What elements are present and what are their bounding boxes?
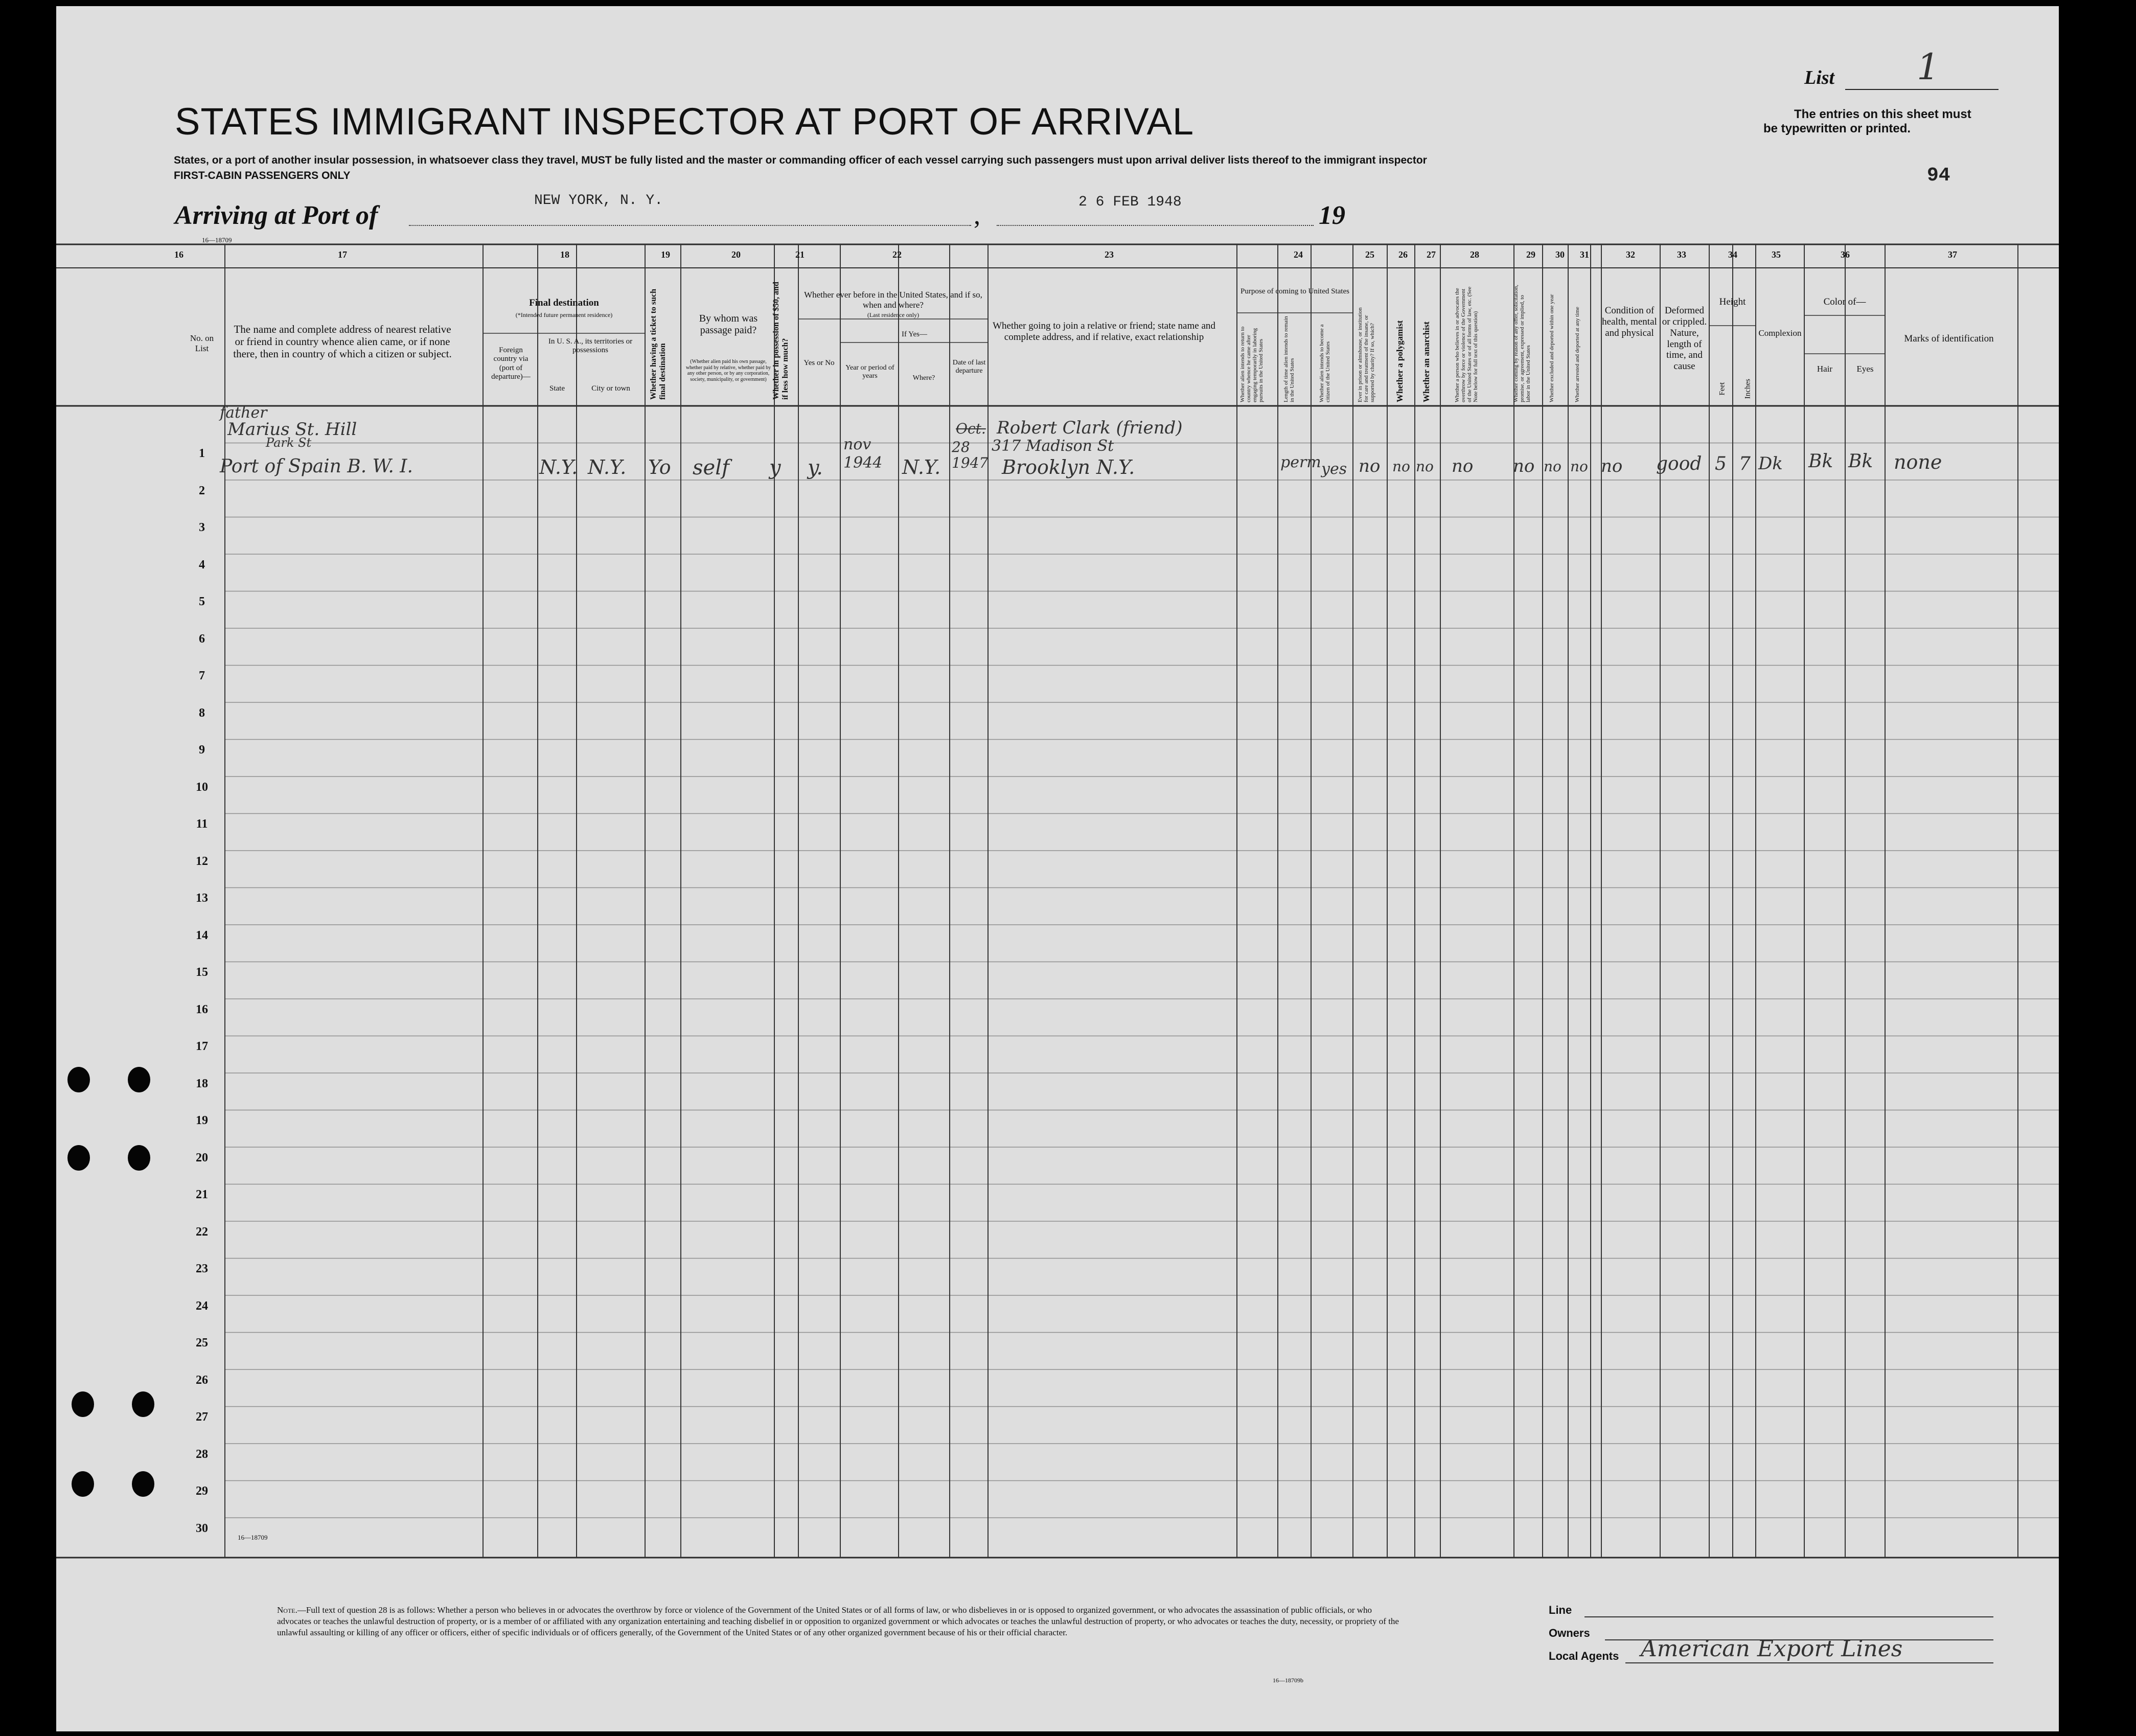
entry-q31: no [1570,458,1588,475]
note-code: 16—18709b [1273,1677,1303,1684]
row-number: 29 [196,1484,208,1498]
punch-hole [72,1471,94,1497]
arriving-label: Arriving at Port of [175,201,378,230]
entry-purpose: perm [1280,453,1321,471]
header-purpose-return: Whether alien intends to return to country whence he came after engaging temporarily in laboring pursuits in the United States [1239,326,1265,402]
entry-period: nov 1944 [843,436,883,472]
header-purpose: Purpose of coming to United States [1241,287,1349,295]
row-number: 4 [199,558,205,572]
table-grid [56,6,2059,1731]
header-ever-before-sub: (Last residence only) [867,311,920,318]
row-number: 10 [196,780,208,794]
year-prefix: 19 [1319,201,1345,230]
date-stamp: 2 6 FEB 1948 [1078,194,1182,210]
entry-state: N.Y. [539,456,578,478]
entry-relative-line4: Port of Spain B. W. I. [220,456,413,477]
header-ticket: Whether having a ticket to such final destination [649,288,667,400]
entry-money: y [769,456,781,479]
entry-eyes: Bk [1848,451,1873,472]
list-number: 1 [1917,46,1940,88]
colnum-23: 23 [1105,249,1114,260]
colnum-20: 20 [731,249,741,260]
entry-anarchist: no [1416,458,1434,475]
colnum-37: 37 [1948,249,1957,260]
row-number: 18 [196,1077,208,1090]
entry-departure-struck: Oct. [956,420,986,437]
owners-label: Owners [1549,1627,1590,1639]
header-final-destination-sub: (*Intended future permanent residence) [515,311,613,318]
punch-hole [132,1391,154,1417]
colnum-16: 16 [174,249,183,260]
typed-instruction-2: be typewritten or printed. [1763,122,1911,135]
header-purpose-length: Length of time alien intends to remain in the United States [1283,316,1296,402]
header-by-whom-sub: (Whether alien paid his own passage, whether paid by relative, whether paid by any other person, or by any corporation, society, municipality, or government) [685,359,771,382]
header-prison: Ever in prison or almshouse, or institution for care and treatment of the insane, or supported by charity? If so, which? [1357,307,1376,402]
colnum-17: 17 [338,249,347,260]
colnum-27: 27 [1427,249,1436,260]
colnum-31: 31 [1580,249,1589,260]
entry-polygamist: no [1392,458,1410,475]
colnum-22: 22 [892,249,902,260]
row-number: 3 [199,521,205,534]
note-label: Note. [277,1605,297,1615]
colnum-36: 36 [1841,249,1850,260]
row-number: 11 [196,817,208,831]
row-number: 13 [196,892,208,905]
row-number: 7 [199,669,205,682]
header-q31: Whether arrested and deported at any time [1574,307,1580,402]
header-deformed: Deformed or crippled. Nature, length of time, and cause [1662,305,1707,372]
row-number: 6 [199,632,205,646]
header-feet: Feet [1718,382,1727,396]
header-joining-relative: Whether going to join a relative or friend; state name and complete address, and if relative, exact relationship [993,321,1215,342]
header-relative-address: The name and complete address of nearest relative or friend in country whence alien came, or if none there, then in country of which a citizen or subject. [233,323,452,360]
entry-prison: no [1359,456,1381,476]
page-title: STATES IMMIGRANT INSPECTOR AT PORT OF ARRIVAL [175,100,1195,143]
row-number: 8 [199,706,205,720]
header-date-departure: Date of last departure [952,359,986,375]
row-number: 27 [196,1410,208,1424]
row-number: 22 [196,1225,208,1239]
header-by-whom: By whom was passage paid? [699,313,758,336]
colnum-18: 18 [560,249,569,260]
entry-hair: Bk [1808,451,1833,472]
entry-paid-by: self [693,456,729,479]
header-eyes: Eyes [1856,364,1874,374]
header-hair: Hair [1817,364,1833,374]
row-number: 21 [196,1188,208,1201]
row-number: 12 [196,854,208,868]
header-ever-before: Whether ever before in the United States, and if so, when and where? [804,290,982,310]
row-number: 19 [196,1114,208,1127]
entry-departure: 28 1947 [952,439,989,471]
agents-underline [1625,1662,1993,1663]
entry-q29: no [1513,456,1535,476]
header-city: City or town [591,384,630,393]
header-year-period: Year or period of years [845,364,894,380]
entry-complexion: Dk [1758,453,1783,474]
entry-q30: no [1544,458,1561,475]
row-number: 1 [199,447,205,460]
entry-inches: 7 [1739,453,1751,474]
typed-instruction-1: The entries on this sheet must [1794,107,1971,121]
entry-relative-line2: Marius St. Hill [227,419,357,440]
punch-hole [67,1145,90,1171]
row-number: 15 [196,966,208,979]
header-q29: Whether coming by reason of any offer, solicitation, promise, or agreement, expressed or implied, to labor in the United States [1513,285,1532,402]
port-value: NEW YORK, N. Y. [534,193,663,209]
row-number: 28 [196,1447,208,1461]
row-number: 5 [199,595,205,608]
entry-deformed: good [1656,453,1702,474]
entry-joining-line3: Brooklyn N.Y. [1002,456,1135,478]
colnum-19: 19 [661,249,670,260]
header-purpose-citizen: Whether alien intends to become a citizen of the United States [1319,324,1331,402]
colnum-26: 26 [1398,249,1408,260]
header-height: Height [1719,296,1746,307]
line-underline [1584,1616,1993,1617]
row-number: 20 [196,1151,208,1164]
comma: , [974,201,980,230]
colnum-25: 25 [1365,249,1374,260]
entry-city: N.Y. [588,456,627,478]
header-complexion: Complexion [1758,328,1802,338]
manifest-sheet [56,6,2059,1731]
subtitle-line1: States, or a port of another insular possession, in whatsoever class they travel, MUST be fully listed and the master or commanding officer of each vessel carrying such passengers must upon arrival deliver lists thereof to the immigrant inspector [174,154,1427,166]
form-code-top: 16—18709 [202,236,232,244]
list-label: List [1804,67,1835,88]
header-color-of: Color of— [1823,296,1866,307]
subtitle-line2: FIRST-CABIN PASSENGERS ONLY [174,170,351,181]
agents-label: Local Agents [1549,1650,1619,1662]
entry-joining-line1: Robert Clark (friend) [997,418,1183,438]
colnum-24: 24 [1294,249,1303,260]
entry-q28: no [1452,456,1474,476]
header-if-yes: If Yes— [901,330,927,338]
header-polygamist: Whether a polygamist [1395,320,1405,402]
header-where: Where? [912,374,935,382]
row-number: 25 [196,1336,208,1350]
entry-health: no [1601,456,1623,476]
row-number: 30 [196,1521,208,1535]
entry-marks: none [1894,451,1942,473]
agents-value: American Export Lines [1641,1636,1903,1662]
colnum-34: 34 [1728,249,1737,260]
punch-hole [67,1067,90,1092]
row-number: 26 [196,1373,208,1387]
entry-relative-line1: father [220,404,267,422]
entry-where: N.Y. [902,456,941,478]
header-foreign-country: Foreign country via (port of departure)— [491,346,531,381]
entry-citizen: yes [1321,460,1347,478]
row-number: 23 [196,1262,208,1275]
row-number: 17 [196,1040,208,1053]
header-fifty-dollars: Whether in possession of $50, and if less how much? [772,282,790,400]
punch-hole [132,1471,154,1497]
header-q30: Whether excluded and deported within one year [1549,294,1555,402]
row-number: 14 [196,928,208,942]
row-number: 9 [199,743,205,757]
entry-before: y. [808,456,823,479]
note-text: —Full text of question 28 is as follows: Whether a person who believes in or advocates the overthrow by force or violence of the Government of the United States or of all forms of law, or who disbelieves in or is opposed to organized government, or who advocates the assassination of public officials, or who advocates or teaches the unlawful destruction of property, or is a member of or affiliated with any organization entertaining and teaching disbelief in or opposition to organized government or which advocates or teaches the unlawful destruction of property, or who advocates or teaches the duty, necessity, or propriety of the unlawful assaulting or killing of any officer or officers, either of specific individuals or of officers generally, of the Government of the United States or of any other organized government because of his or their official character. [277,1605,1399,1637]
colnum-29: 29 [1526,249,1535,260]
header-anarchist: Whether an anarchist [1421,321,1431,402]
entry-joining-line2: 317 Madison St [992,437,1114,455]
entry-feet: 5 [1715,453,1727,474]
row-number: 24 [196,1299,208,1313]
header-state: State [549,384,565,393]
colnum-30: 30 [1555,249,1565,260]
page-number: 94 [1927,165,1950,187]
footer-note [277,1605,1402,1638]
colnum-35: 35 [1772,249,1781,260]
colnum-32: 32 [1626,249,1635,260]
header-yes-no: Yes or No [803,359,835,367]
header-no-on-list: No. on List [190,333,214,353]
punch-hole [72,1391,94,1417]
header-marks: Marks of identification [1904,333,1994,344]
header-in-usa: In U. S. A., its territories or possessions [548,337,633,355]
colnum-21: 21 [795,249,805,260]
entry-ticket: Yo [648,456,671,478]
punch-hole [128,1067,150,1092]
colnum-33: 33 [1677,249,1686,260]
header-q28: Whether a person who believes in or advocates the overthrow by force or violence of the Government of the United States or of all forms of law, etc. (See Note below for full text of this question) [1454,286,1479,402]
header-condition-health: Condition of health, mental and physical [1602,305,1657,338]
entry-relative-line3: Park St [266,436,312,450]
row-number: 2 [199,484,205,497]
form-code-bottom: 16—18709 [238,1534,268,1541]
colnum-28: 28 [1470,249,1479,260]
header-final-destination: Final destination [529,298,599,308]
header-inches: Inches [1743,379,1752,399]
punch-hole [128,1145,150,1171]
row-number: 16 [196,1002,208,1016]
line-label: Line [1549,1604,1572,1616]
